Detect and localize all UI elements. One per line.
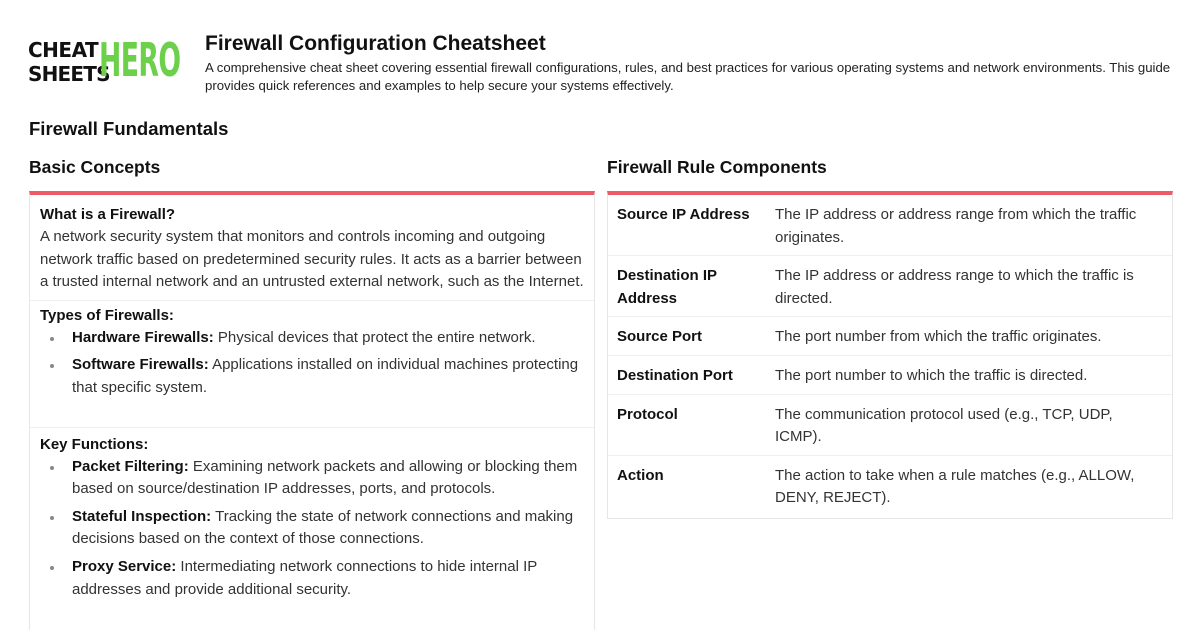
page-header: [28, 30, 1180, 95]
types-list: [40, 327, 584, 400]
row-key: Destination Port: [608, 355, 766, 394]
rule-components-table: [608, 195, 1172, 518]
rule-components-card: [607, 191, 1173, 519]
title-block: [205, 30, 1180, 95]
item-term: Stateful Inspection:: [72, 507, 212, 525]
what-is-firewall-block: [30, 195, 594, 301]
what-is-firewall-text: A network security system that monitors and controls incoming and outgoing network traffic based on predetermined security rules. It acts as a barrier between a trusted internal network and an untrusted external network, such as the Internet.: [40, 228, 584, 291]
table-row: [608, 394, 1172, 455]
item-term: Hardware Firewalls:: [72, 328, 214, 346]
item-desc: Physical devices that protect the entire network.: [217, 328, 536, 346]
row-value: The action to take when a rule matches (e.g., ALLOW, DENY, REJECT).: [775, 466, 1135, 507]
table-row: [608, 317, 1172, 356]
item-desc: Examining network packets and allowing or blocking them based on source/destination IP addresses, ports, and protocols.: [72, 457, 578, 498]
key-functions-block: [30, 428, 594, 613]
logo-text-hero: HERO: [99, 33, 181, 87]
row-value: The IP address or address range from which the traffic originates.: [766, 195, 1172, 256]
page-title: Firewall Configuration Cheatsheet: [205, 32, 546, 55]
row-value: The IP address or address range to which the traffic is directed.: [766, 256, 1172, 317]
table-row: [608, 256, 1172, 317]
table-row: [608, 355, 1172, 394]
basic-concepts-title: Basic Concepts: [29, 157, 161, 177]
table-row: [608, 455, 1172, 518]
row-key: Destination IP Address: [608, 256, 766, 317]
item-desc: Intermediating network connections to hide internal IP addresses and provide additional security.: [72, 557, 538, 598]
types-of-firewalls-title: Types of Firewalls:: [40, 306, 174, 324]
what-is-firewall-title: What is a Firewall?: [40, 206, 176, 223]
item-desc: Tracking the state of network connections and making decisions based on the context of those connections.: [72, 507, 574, 548]
item-desc: Applications installed on individual machines protecting that specific system.: [72, 356, 579, 396]
list-item: [40, 506, 584, 551]
row-key: Protocol: [608, 394, 766, 455]
row-value: The port number from which the traffic originates.: [766, 317, 1172, 356]
list-item: [40, 354, 584, 399]
list-item: [40, 456, 584, 501]
item-term: Packet Filtering:: [72, 457, 189, 475]
row-key: Action: [617, 466, 664, 484]
row-value: The port number to which the traffic is directed.: [766, 355, 1172, 394]
cheatsheets-hero-logo[interactable]: [28, 30, 190, 88]
item-term: Software Firewalls:: [72, 356, 209, 374]
types-of-firewalls-block: [30, 301, 594, 428]
rule-components-title: Firewall Rule Components: [607, 157, 827, 177]
section-title: Firewall Fundamentals: [29, 118, 229, 139]
key-functions-title: Key Functions:: [40, 435, 149, 453]
item-term: Proxy Service:: [72, 557, 177, 575]
list-item: [40, 327, 584, 350]
basic-concepts-card: [29, 191, 595, 630]
list-item: [40, 556, 584, 601]
logo-text-sheets: SHEETS: [28, 62, 110, 86]
logo-text-cheat: CHEAT: [28, 38, 99, 62]
row-key: Source IP Address: [608, 195, 766, 256]
row-value: The communication protocol used (e.g., TCP, UDP, ICMP).: [766, 394, 1172, 455]
row-key: Source Port: [608, 317, 766, 356]
table-row: [608, 195, 1172, 256]
page-description: A comprehensive cheat sheet covering essential firewall configurations, rules, and best practices for various operating systems and network environments. This guide provides quick references and examples to help secure your systems effectively.: [205, 60, 1171, 93]
key-functions-list: [40, 456, 584, 602]
